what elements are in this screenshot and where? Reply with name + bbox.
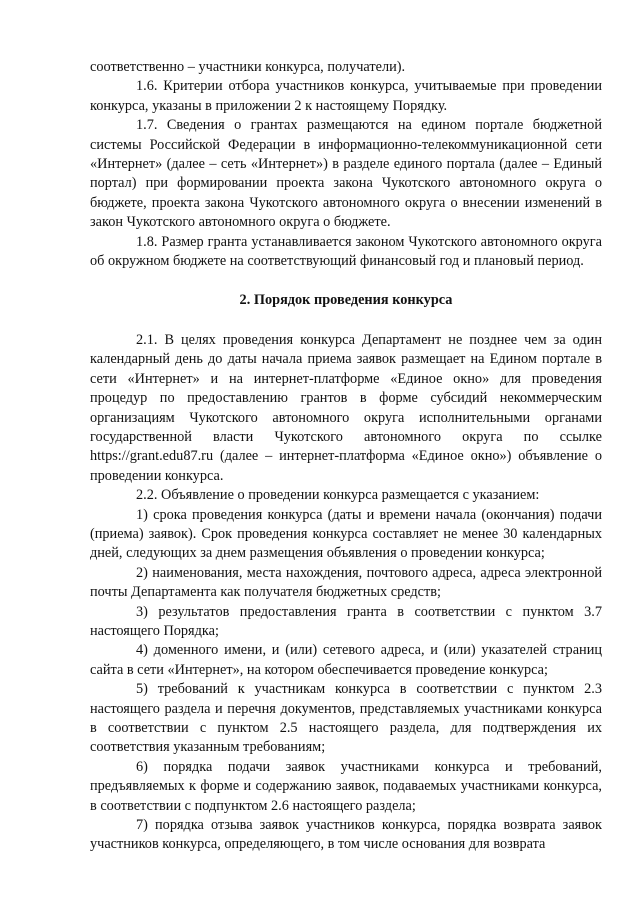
paragraph-1-6: 1.6. Критерии отбора участников конкурса, учитываемые при проведении конкурса, указаны в приложении 2 к настоящему Порядку. — [90, 78, 602, 114]
list-item-4: 4) доменного имени, и (или) сетевого адреса, и (или) указателей страниц сайта в сети «Интернет», на котором обеспечивается проведение конкурса; — [90, 642, 602, 678]
list-item-7: 7) порядка отзыва заявок участников конкурса, порядка возврата заявок участников конкурса, определяющего, в том числе основания для возврата — [90, 817, 602, 853]
list-item-1: 1) срока проведения конкурса (даты и времени начала (окончания) подачи (приема) заявок). Срок проведения конкурса составляет не менее 30 календарных дней, следующих за днем размещения объявления о проведении конкурса; — [90, 506, 602, 562]
paragraph-2-1: 2.1. В целях проведения конкурса Департамент не позднее чем за один календарный день до даты начала приема заявок размещает на Едином портале в сети «Интернет» и на интернет-платформе «Единое окно» для проведения процедур по предоставлению грантов в форме субсидий некоммерческим организациям Чукотского автономного округа исполнительными органами государственной власти Чукотского автономного округа по ссылке https://grant.edu87.ru (далее – интернет-платформа «Единое окно») объявление о проведении конкурса. — [90, 331, 602, 484]
paragraph-1-8: 1.8. Размер гранта устанавливается законом Чукотского автономного округа об окружном бюджете на соответствующий финансовый год и плановый период. — [90, 233, 602, 270]
paragraph-1-7: 1.7. Сведения о грантах размещаются на едином портале бюджетной системы Российской Федерации в информационно-телекоммуникационной сети «Интернет» (далее – сеть «Интернет») в разделе единого портала (далее – Единый портал) при формировании проекта закона Чукотского автономного округа о бюджете, проекта закона Чукотского автономного округа о внесении изменений в закон Чукотского автономного округа о бюджете. — [90, 117, 602, 231]
paragraph-1-5-continuation: соответственно – участники конкурса, получатели). — [90, 59, 406, 75]
list-item-3: 3) результатов предоставления гранта в соответствии с пунктом 3.7 настоящего Порядка; — [90, 603, 602, 639]
list-item-2: 2) наименования, места нахождения, почтового адреса, адреса электронной почты Департамента как получателя бюджетных средств; — [90, 564, 602, 601]
document-page — [90, 58, 602, 855]
section-heading: 2. Порядок проведения конкурса — [239, 292, 453, 309]
paragraph-2-2: 2.2. Объявление о проведении конкурса размещается с указанием: — [136, 487, 540, 504]
list-item-5: 5) требований к участникам конкурса в соответствии с пунктом 2.3 настоящего раздела и перечня документов, представляемых участниками конкурса в соответствии с пунктом 2.5 настоящего раздела, для подтверждения их соответствия указанным требованиям; — [90, 681, 602, 756]
list-item-6: 6) порядка подачи заявок участниками конкурса и требований, предъявляемых к форме и содержанию заявок, подаваемых участниками конкурса, в соответствии с подпунктом 2.6 настоящего раздела; — [90, 758, 602, 814]
